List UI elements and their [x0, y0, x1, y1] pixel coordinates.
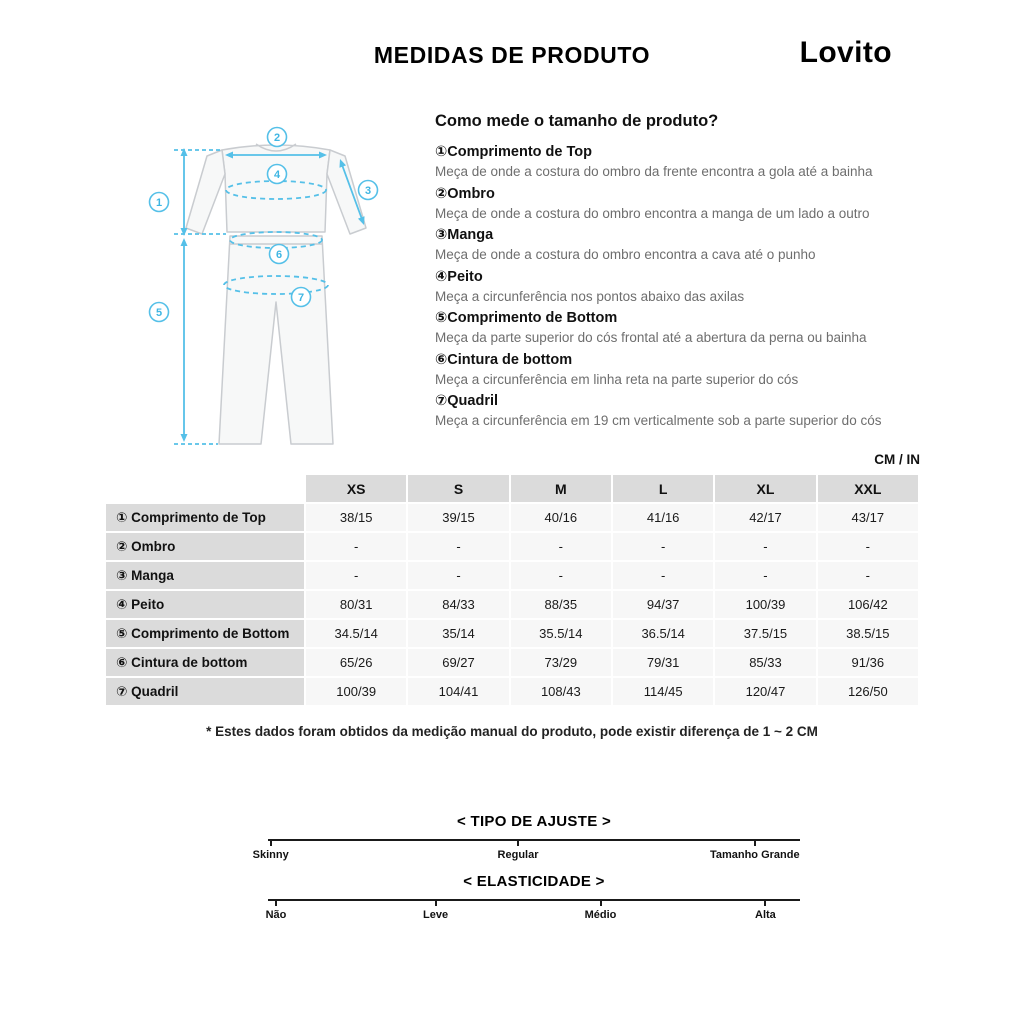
marker-7	[292, 288, 311, 307]
scale-tick	[275, 899, 277, 906]
size-value: 35/14	[407, 619, 509, 648]
guide-item-desc: Meça a circunferência em linha reta na parte superior do cós	[435, 371, 799, 387]
guide-item	[435, 225, 929, 266]
size-value: 88/35	[510, 590, 612, 619]
row-label: ③ Manga	[105, 561, 305, 590]
size-value: 106/42	[817, 590, 919, 619]
page-title: MEDIDAS DE PRODUTO	[373, 42, 651, 68]
column-header: L	[612, 474, 714, 503]
scale-label: Não	[265, 909, 287, 921]
svg-text:5: 5	[155, 307, 163, 319]
size-value: -	[510, 561, 612, 590]
table-row	[105, 590, 919, 619]
size-value: 39/15	[407, 503, 509, 532]
size-value: 108/43	[510, 677, 612, 706]
marker-2	[268, 128, 287, 147]
scale-tick	[270, 839, 272, 846]
guide-item-label: ②Ombro	[435, 185, 495, 202]
size-value: -	[305, 561, 407, 590]
corner-cell	[105, 474, 305, 503]
size-value: -	[305, 532, 407, 561]
unit-label: CM / IN	[874, 452, 920, 467]
row-label: ⑤ Comprimento de Bottom	[105, 619, 305, 648]
size-value: -	[407, 561, 509, 590]
scale-label: Alta	[755, 909, 776, 921]
marker-5	[150, 303, 169, 322]
scale-tick	[754, 839, 756, 846]
row-label: ② Ombro	[105, 532, 305, 561]
guide-item-desc: Meça da parte superior do cós frontal até a abertura da perna ou bainha	[435, 330, 867, 345]
elasticity-scale-axis	[265, 899, 800, 921]
guide-item-label: ⑤Comprimento de Bottom	[435, 310, 618, 326]
scale-tick	[764, 899, 766, 906]
measurement-diagram	[116, 110, 461, 478]
table-row	[105, 619, 919, 648]
svg-text:1: 1	[155, 197, 163, 209]
size-value: 65/26	[305, 648, 407, 677]
size-value: 80/31	[305, 590, 407, 619]
svg-text:3: 3	[364, 185, 372, 197]
marker-4	[268, 165, 287, 184]
size-value: -	[612, 532, 714, 561]
column-header: XXL	[817, 474, 919, 503]
size-value: 42/17	[714, 503, 816, 532]
elasticity-scale-title: < ELASTICIDADE >	[463, 873, 605, 890]
column-header: M	[510, 474, 612, 503]
size-value: 34.5/14	[305, 619, 407, 648]
column-header: XL	[714, 474, 816, 503]
table-row	[105, 648, 919, 677]
svg-text:2: 2	[273, 132, 281, 144]
row-label: ④ Peito	[105, 590, 305, 619]
guide-item	[435, 350, 929, 391]
footnote: * Estes dados foram obtidos da medição manual do produto, pode existir diferença de 1 ~ 2 CM	[206, 724, 818, 739]
row-label: ⑥ Cintura de bottom	[105, 648, 305, 677]
size-value: 114/45	[612, 677, 714, 706]
measure-guide	[435, 112, 929, 433]
size-value: 73/29	[510, 648, 612, 677]
marker-1	[150, 193, 169, 212]
table-row	[105, 503, 919, 532]
size-value: 69/27	[407, 648, 509, 677]
clothing-outline	[186, 144, 366, 444]
scale-label: Regular	[497, 849, 539, 861]
guide-item-desc: Meça a circunferência nos pontos abaixo das axilas	[435, 288, 745, 304]
scale-tick	[517, 839, 519, 846]
size-value: 43/17	[817, 503, 919, 532]
svg-text:7: 7	[297, 292, 305, 304]
size-value: -	[510, 532, 612, 561]
guide-item-desc: Meça a circunferência em 19 cm verticalmente sob a parte superior do cós	[435, 413, 882, 428]
size-value: 79/31	[612, 648, 714, 677]
guide-item-desc: Meça de onde a costura do ombro encontra a manga de um lado a outro	[435, 205, 870, 221]
size-value: 100/39	[714, 590, 816, 619]
column-header: S	[407, 474, 509, 503]
guide-item-label: ⑦Quadril	[435, 393, 499, 409]
marker-6	[270, 245, 289, 264]
size-value: -	[817, 532, 919, 561]
size-value: 35.5/14	[510, 619, 612, 648]
guide-item	[435, 184, 929, 225]
table-row	[105, 561, 919, 590]
fit-scale-axis	[252, 839, 800, 861]
guide-item	[435, 267, 929, 308]
size-value: 104/41	[407, 677, 509, 706]
table-row	[105, 532, 919, 561]
size-value: 85/33	[714, 648, 816, 677]
size-value: -	[714, 561, 816, 590]
table-header-row	[105, 474, 919, 503]
row-label: ① Comprimento de Top	[105, 503, 305, 532]
scale-label: Leve	[423, 909, 449, 921]
size-value: -	[407, 532, 509, 561]
scale-label: Skinny	[252, 849, 289, 861]
size-value: 91/36	[817, 648, 919, 677]
guide-item	[435, 391, 929, 432]
size-value: 84/33	[407, 590, 509, 619]
marker-3	[359, 181, 378, 200]
guide-heading: Como mede o tamanho de produto?	[435, 112, 719, 130]
size-value: 41/16	[612, 503, 714, 532]
guide-item-label: ⑥Cintura de bottom	[435, 351, 573, 368]
guide-item-label: ④Peito	[435, 268, 483, 285]
brand-logo: Lovito	[799, 36, 892, 69]
size-value: 100/39	[305, 677, 407, 706]
size-value: -	[817, 561, 919, 590]
svg-text:6: 6	[275, 249, 283, 261]
row-label: ⑦ Quadril	[105, 677, 305, 706]
guide-item-desc: Meça de onde a costura do ombro da frente encontra a gola até a bainha	[435, 164, 873, 179]
fit-scale-title: < TIPO DE AJUSTE >	[456, 813, 612, 830]
size-value: -	[612, 561, 714, 590]
size-value: 38.5/15	[817, 619, 919, 648]
size-table	[104, 473, 920, 707]
table-row	[105, 677, 919, 706]
scale-tick	[600, 899, 602, 906]
size-value: 37.5/15	[714, 619, 816, 648]
size-value: 38/15	[305, 503, 407, 532]
size-value: 94/37	[612, 590, 714, 619]
guide-item	[435, 142, 929, 183]
guide-item-label: ③Manga	[435, 227, 494, 243]
guide-item	[435, 308, 929, 349]
guide-item-desc: Meça de onde a costura do ombro encontra a cava até o punho	[435, 247, 816, 262]
size-value: 40/16	[510, 503, 612, 532]
size-value: 120/47	[714, 677, 816, 706]
scale-tick	[435, 899, 437, 906]
size-value: -	[714, 532, 816, 561]
scale-label: Tamanho Grande	[709, 849, 800, 861]
guide-item-label: ①Comprimento de Top	[435, 144, 593, 160]
elasticity-scale	[265, 873, 800, 921]
column-header: XS	[305, 474, 407, 503]
size-value: 36.5/14	[612, 619, 714, 648]
fit-type-scale	[252, 813, 800, 861]
svg-text:4: 4	[273, 169, 281, 181]
size-value: 126/50	[817, 677, 919, 706]
scale-label: Médio	[584, 909, 617, 921]
